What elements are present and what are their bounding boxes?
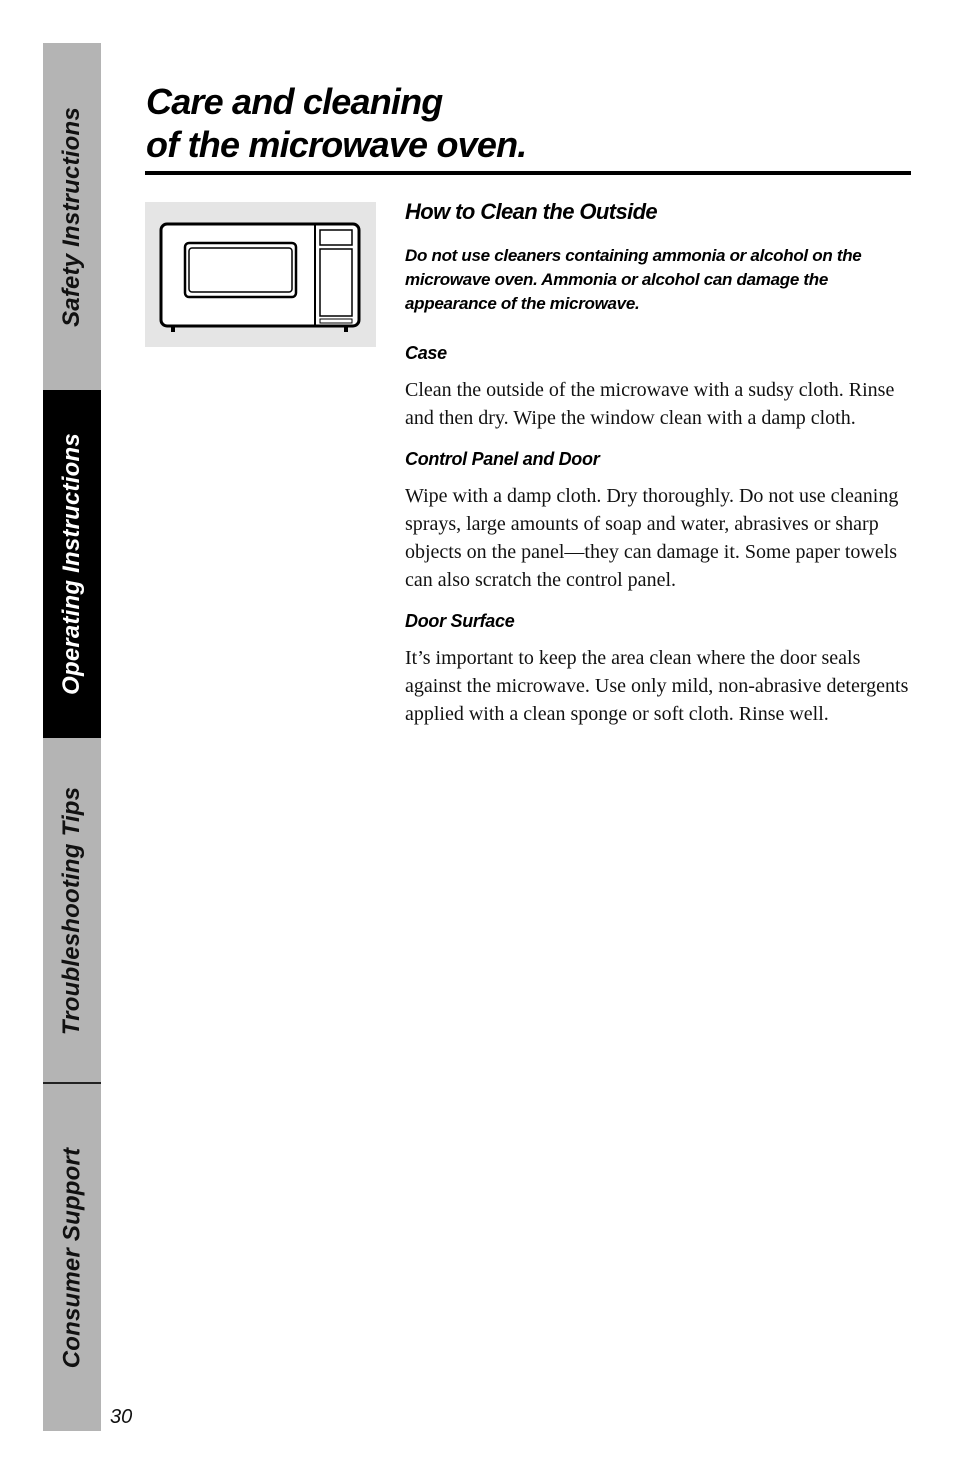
tab-operating-instructions-label: Operating Instructions	[58, 433, 86, 695]
tab-operating-instructions[interactable]	[43, 390, 101, 738]
door-surface-heading: Door Surface	[405, 611, 515, 631]
page-title-line-2: of the microwave oven.	[146, 124, 527, 165]
case-text: Clean the outside of the microwave with a sudsy cloth. Rinse and then dry. Wipe the window clean with a damp cloth.	[405, 379, 895, 429]
content-column	[405, 196, 915, 742]
tab-consumer-support[interactable]	[43, 1084, 101, 1431]
warning-text: Do not use cleaners containing ammonia or alcohol on the microwave oven. Ammonia or alcohol can damage the appearance of the microwave.	[405, 246, 862, 313]
page-title-line-1: Care and cleaning	[146, 81, 443, 122]
tab-troubleshooting-tips[interactable]	[43, 738, 101, 1083]
case-heading: Case	[405, 343, 447, 363]
tab-troubleshooting-tips-label: Troubleshooting Tips	[58, 786, 86, 1035]
side-navigation	[43, 43, 101, 1431]
control-panel-door-heading: Control Panel and Door	[405, 449, 600, 469]
page-title	[146, 80, 527, 166]
control-panel-door-text: Wipe with a damp cloth. Dry thoroughly. Do not use cleaning sprays, large amounts of soap and water, abrasives or sharp objects on the panel—they can damage it. Some paper towels can also scratch the control panel.	[405, 485, 899, 591]
tab-safety-instructions-label: Safety Instructions	[58, 106, 86, 327]
tab-safety-instructions[interactable]	[43, 43, 101, 390]
microwave-icon	[145, 202, 376, 347]
microwave-illustration	[145, 202, 376, 347]
page-number: 30	[110, 1406, 133, 1428]
section-heading: How to Clean the Outside	[405, 199, 658, 224]
title-rule	[145, 171, 911, 175]
tab-consumer-support-label: Consumer Support	[58, 1147, 86, 1368]
door-surface-text: It’s important to keep the area clean where the door seals against the microwave. Use only mild, non-abrasive detergents applied with a clean sponge or soft cloth. Rinse well.	[405, 647, 909, 725]
